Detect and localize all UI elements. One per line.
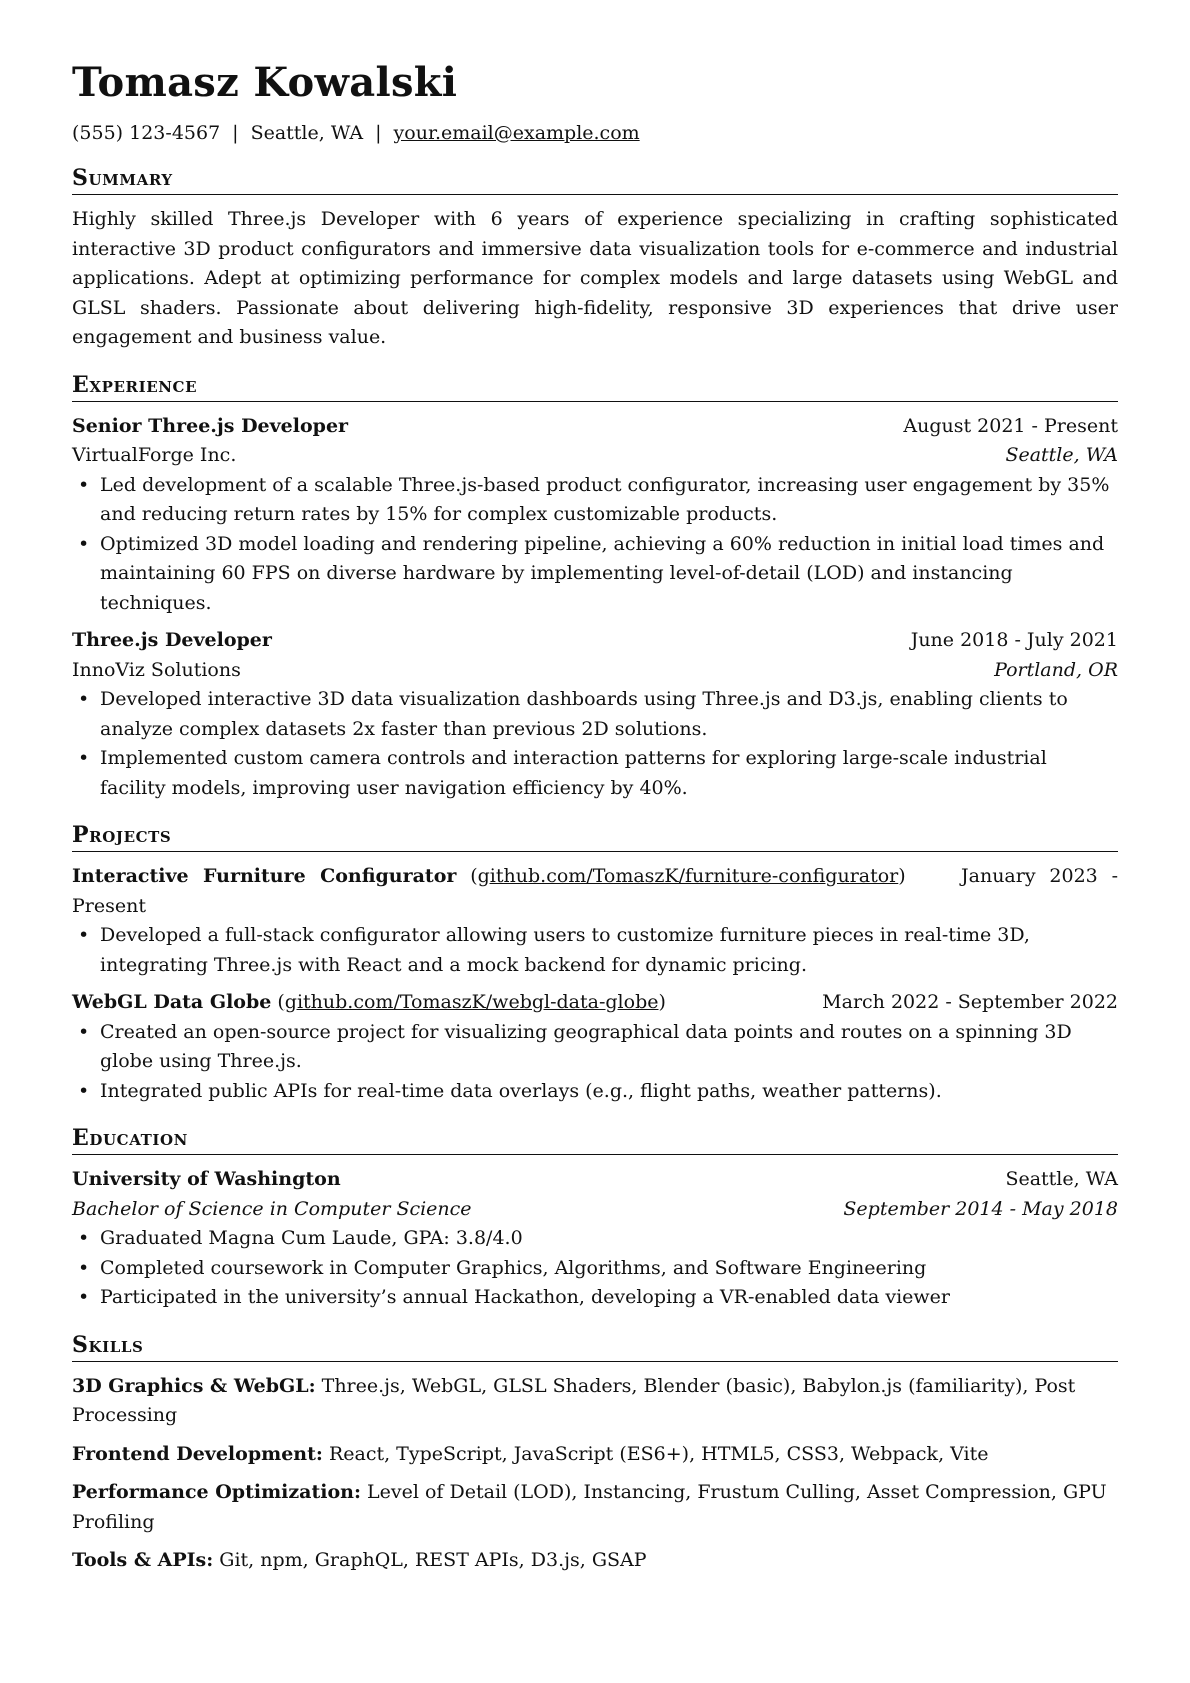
list-item: • Optimized 3D model loading and rendering pipeline, achieving a 60% reduction in initial load times and maintaining 60 FPS on diverse hardware by implementing level-of-detail (LOD) and instancing techniques.: [72, 530, 1118, 619]
skill-group: [72, 1440, 1118, 1470]
section-title-projects: Projects: [72, 821, 1118, 852]
job-role: Senior Three.js Developer: [72, 414, 349, 437]
list-item: • Completed coursework in Computer Graphics, Algorithms, and Software Engineering: [72, 1254, 1118, 1284]
school-location: Seattle, WA: [1005, 1168, 1118, 1190]
list-item: • Integrated public APIs for real-time data overlays (e.g., flight paths, weather patterns).: [72, 1077, 1118, 1107]
job-subheader: [72, 656, 1118, 686]
project-entry: [72, 862, 1118, 980]
list-item: • Created an open-source project for visualizing geographical data points and routes on a spinning 3D globe using Three.js.: [72, 1018, 1118, 1077]
job-dates: June 2018 - July 2021: [910, 629, 1118, 651]
project-name: Interactive Furniture Configurator: [72, 865, 457, 887]
skill-group: [72, 1372, 1118, 1431]
skills-section: [72, 1331, 1118, 1576]
list-item: • Graduated Magna Cum Laude, GPA: 3.8/4.0: [72, 1224, 1118, 1254]
job-subheader: [72, 441, 1118, 471]
project-link[interactable]: github.com/TomaszK/webgl-data-globe: [284, 991, 659, 1013]
skill-group: [72, 1478, 1118, 1537]
job-location: Seattle, WA: [1005, 444, 1118, 466]
projects-section: [72, 821, 1118, 1106]
job-header: [72, 626, 1118, 656]
list-item: • Implemented custom camera controls and interaction patterns for exploring large-scale industrial facility models, improving user navigation efficiency by 40%.: [72, 744, 1118, 803]
project-bullets: [72, 1018, 1118, 1107]
job-company: VirtualForge Inc.: [72, 444, 237, 466]
project-entry: [72, 988, 1118, 1106]
job-bullets: [72, 685, 1118, 803]
skill-group: [72, 1546, 1118, 1576]
phone-number: (555) 123-4567: [72, 122, 221, 144]
education-section: [72, 1124, 1118, 1313]
section-title-summary: Summary: [72, 164, 1118, 195]
job-dates: August 2021 - Present: [903, 414, 1118, 437]
contact-line: [72, 120, 1118, 146]
school-name: University of Washington: [72, 1168, 341, 1190]
job-entry: [72, 412, 1118, 619]
skill-label: 3D Graphics & WebGL:: [72, 1374, 316, 1397]
candidate-name: Tomasz Kowalski: [72, 59, 458, 106]
project-link[interactable]: github.com/TomaszK/furniture-configurator: [477, 865, 899, 887]
project-dates: January 2023 - Present: [72, 865, 1119, 917]
skill-label: Performance Optimization:: [72, 1481, 361, 1503]
contact-location: Seattle, WA: [250, 122, 364, 144]
list-item: • Led development of a scalable Three.js-based product configurator, increasing user engagement by 35% and reducing return rates by 15% for complex customizable products.: [72, 471, 1118, 530]
job-location: Portland, OR: [994, 658, 1118, 681]
education-dates: September 2014 - May 2018: [843, 1197, 1118, 1220]
experience-section: [72, 371, 1118, 804]
skill-value: Git, npm, GraphQL, REST APIs, D3.js, GSAP: [219, 1549, 647, 1571]
section-title-experience: Experience: [72, 371, 1118, 402]
skill-value: React, TypeScript, JavaScript (ES6+), HTML5, CSS3, Webpack, Vite: [328, 1442, 989, 1465]
section-title-skills: Skills: [72, 1331, 1118, 1362]
degree-name: Bachelor of Science in Computer Science: [72, 1197, 472, 1220]
project-header: WebGL Data Globe (github.com/TomaszK/webgl-data-globe) March 2022 - September 2022: [72, 988, 1118, 1018]
education-bullets: [72, 1224, 1118, 1313]
list-item: • Participated in the university’s annual Hackathon, developing a VR-enabled data viewer: [72, 1283, 1118, 1313]
project-dates: March 2022 - September 2022: [822, 991, 1118, 1013]
job-bullets: [72, 471, 1118, 619]
project-header: Interactive Furniture Configurator (github.com/TomaszK/furniture-configurator) January 2023 - Present: [72, 865, 1119, 917]
skill-value: Level of Detail (LOD), Instancing, Frustum Culling, Asset Compression, GPU Profiling: [72, 1481, 1107, 1533]
job-company: InnoViz Solutions: [72, 658, 241, 681]
education-subheader: [72, 1195, 1118, 1225]
project-name: WebGL Data Globe: [72, 991, 272, 1013]
list-item: • Developed interactive 3D data visualization dashboards using Three.js and D3.js, enabling clients to analyze complex datasets 2x faster than previous 2D solutions.: [72, 685, 1118, 744]
job-header: [72, 412, 1118, 442]
project-bullets: [72, 921, 1118, 980]
summary-section: [72, 164, 1118, 353]
skill-label: Tools & APIs:: [72, 1549, 214, 1571]
education-header: [72, 1165, 1118, 1195]
summary-text: Highly skilled Three.js Developer with 6 years of experience specializing in crafting sophisticated interactive 3D product configurators and immersive data visualization tools for e-commerce and industrial applications. Adept at optimizing performance for complex models and large datasets using WebGL and GLSL shaders. Passionate about delivering high-fidelity, responsive 3D experiences that drive user engagement and business value.: [72, 208, 1118, 348]
skill-value: Three.js, WebGL, GLSL Shaders, Blender (basic), Babylon.js (familiarity), Post Processing: [72, 1374, 1076, 1426]
contact-separator: |: [375, 122, 382, 144]
list-item: • Developed a full-stack configurator allowing users to customize furniture pieces in real-time 3D, integrating Three.js with React and a mock backend for dynamic pricing.: [72, 921, 1118, 980]
email-link[interactable]: your.email@example.com: [393, 122, 640, 144]
contact-separator: |: [232, 122, 239, 144]
section-title-education: Education: [72, 1124, 1118, 1155]
skill-label: Frontend Development:: [72, 1442, 323, 1465]
job-entry: [72, 626, 1118, 803]
job-role: Three.js Developer: [72, 629, 272, 651]
